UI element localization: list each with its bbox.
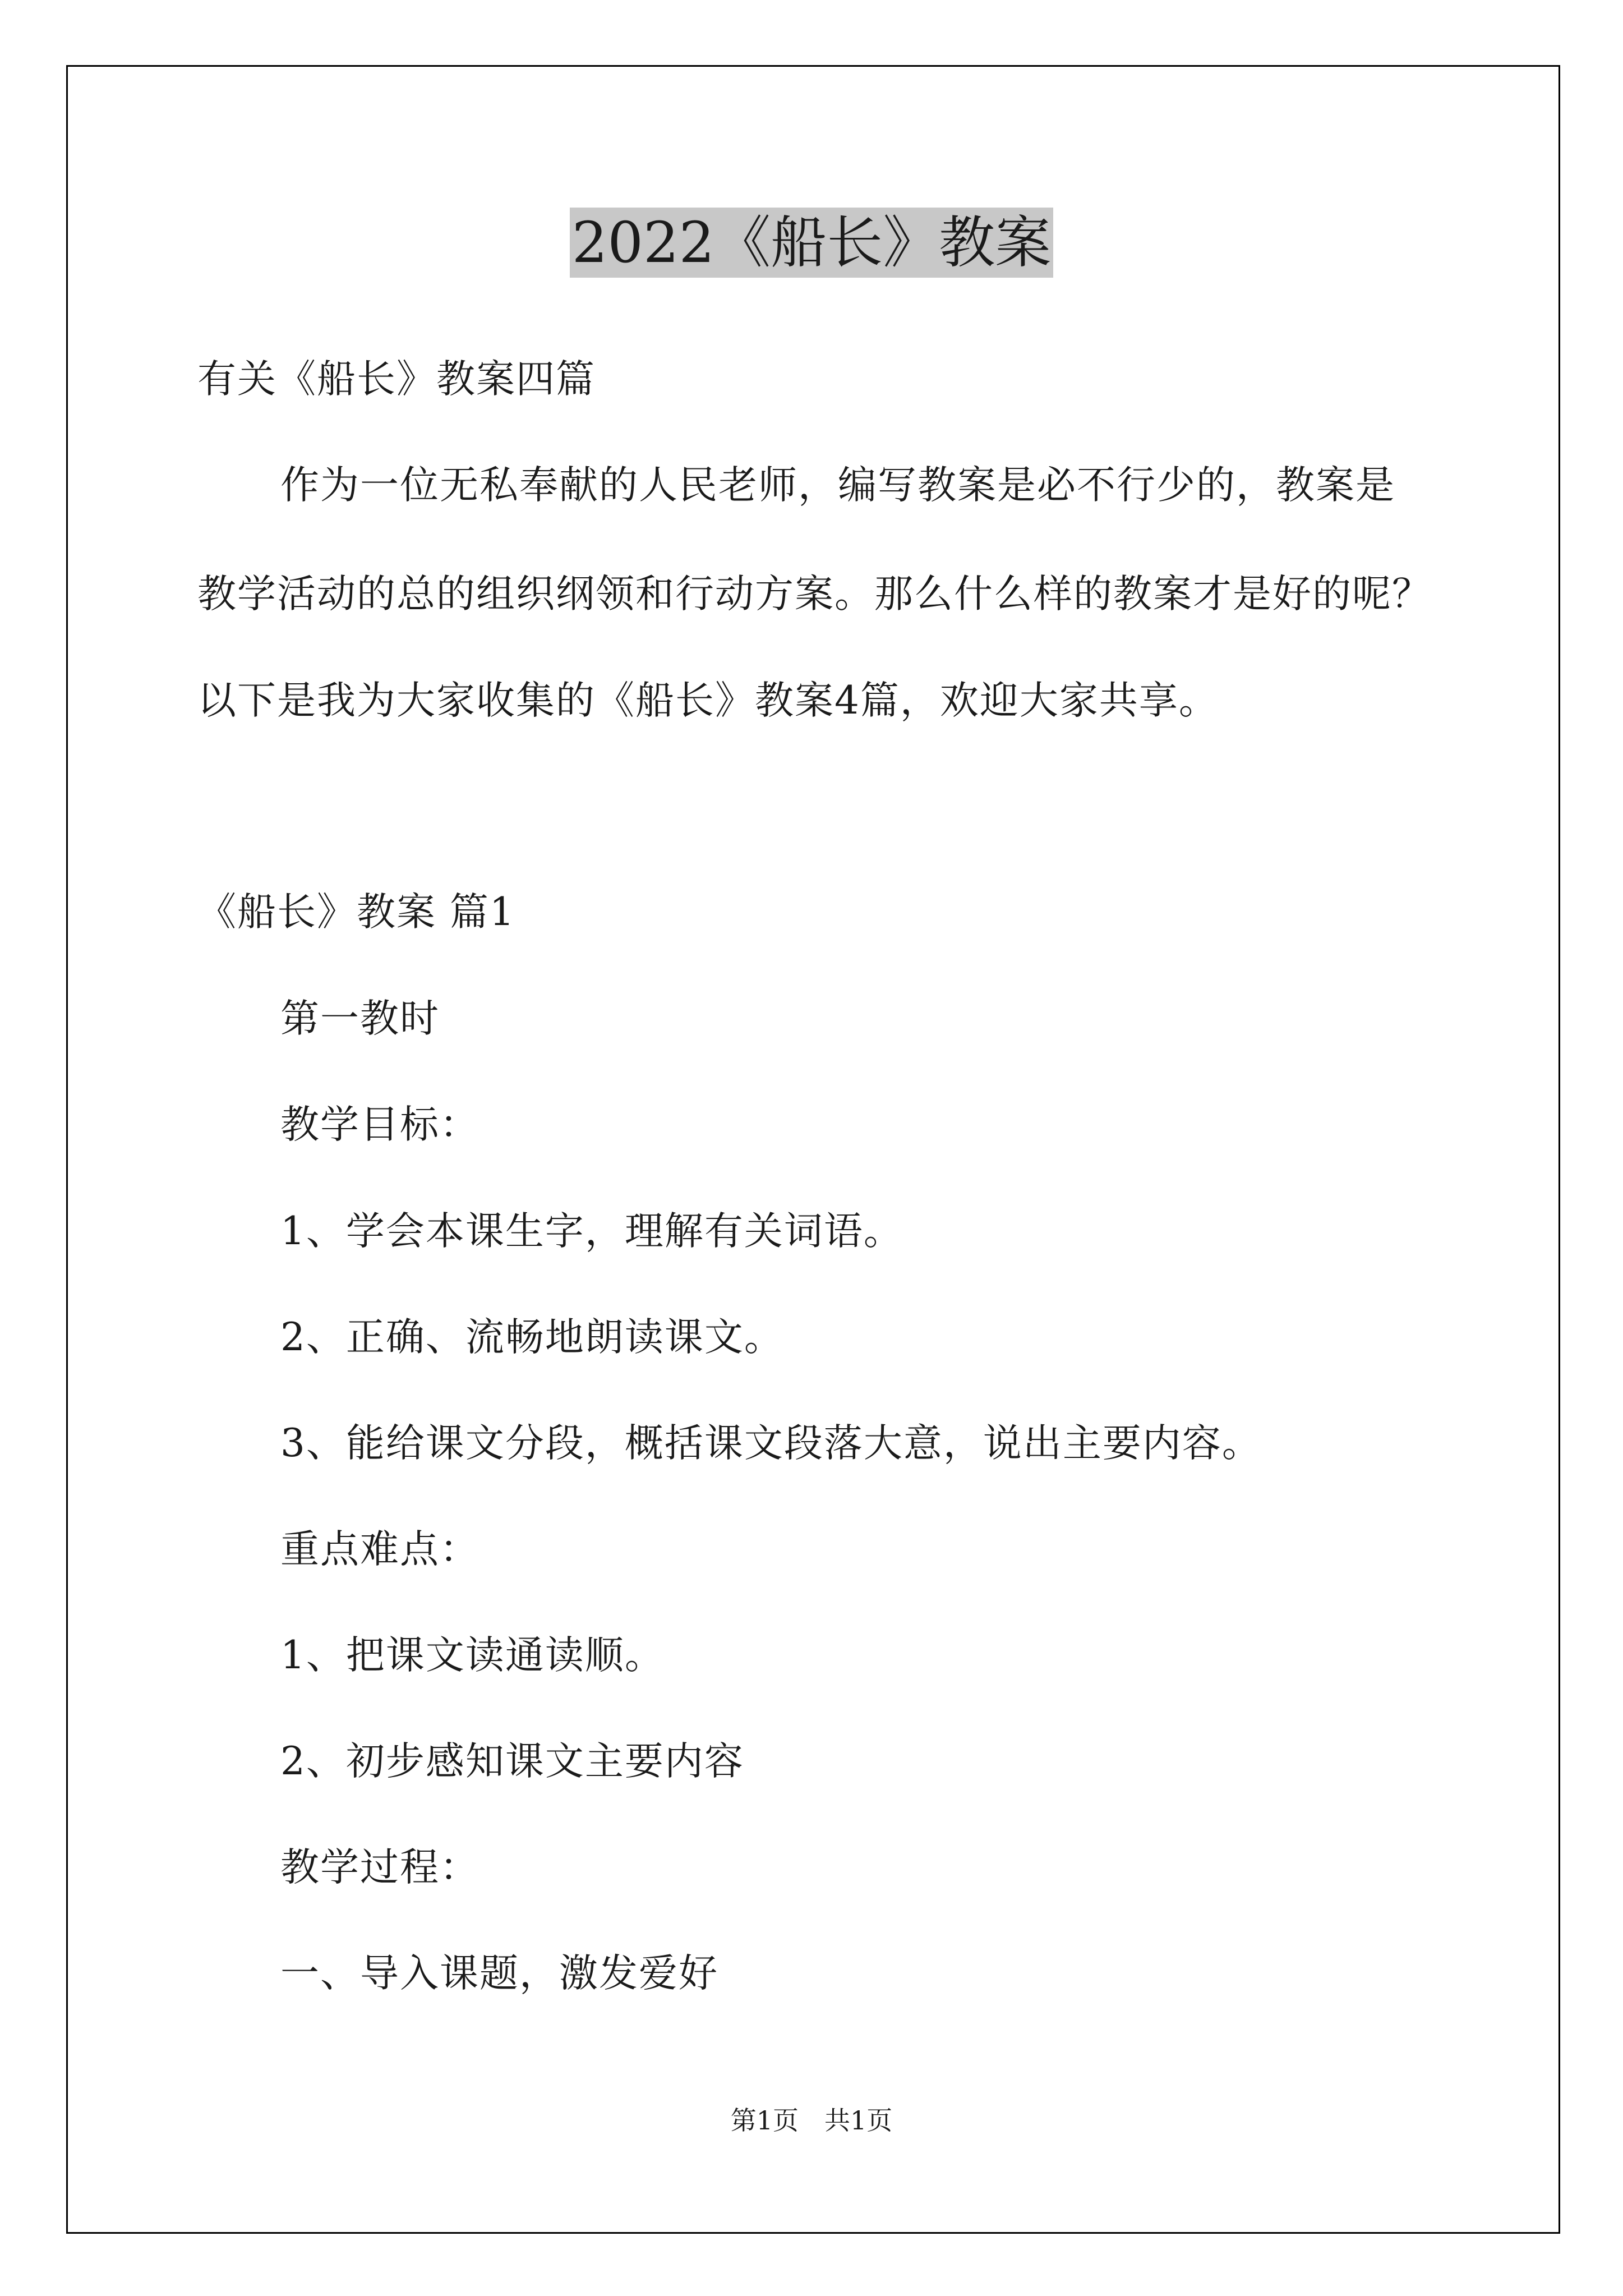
list-item: 一、导入课题，激发爱好	[280, 1951, 718, 1996]
list-item: 教学目标：	[280, 1102, 479, 1147]
document-title-text: 2022《船长》教案	[570, 208, 1054, 278]
list-item: 3、能给课文分段，概括课文段落大意，说出主要内容。	[280, 1421, 1262, 1466]
list-item: 2、初步感知课文主要内容	[280, 1739, 744, 1784]
list-item: 第一教时	[280, 996, 440, 1041]
document-title	[0, 206, 1623, 279]
list-item: 教学过程：	[280, 1845, 479, 1890]
intro-line-2: 教学活动的总的组织纲领和行动方案。那么什么样的教案才是好的呢？	[197, 572, 1432, 616]
list-item: 1、把课文读通读顺。	[280, 1633, 665, 1678]
list-item: 2、正确、流畅地朗读课文。	[280, 1315, 784, 1360]
section-heading: 《船长》教案 篇1	[197, 890, 515, 935]
page-footer: 第1页 共1页	[730, 2105, 893, 2136]
intro-line-1: 作为一位无私奉献的人民老师，编写教案是必不行少的，教案是	[280, 463, 1395, 508]
list-item: 1、学会本课生字，理解有关词语。	[280, 1209, 903, 1254]
list-item: 重点难点：	[280, 1527, 479, 1572]
intro-line-3: 以下是我为大家收集的《船长》教案4篇，欢迎大家共享。	[197, 678, 1219, 723]
subtitle: 有关《船长》教案四篇	[197, 357, 596, 402]
